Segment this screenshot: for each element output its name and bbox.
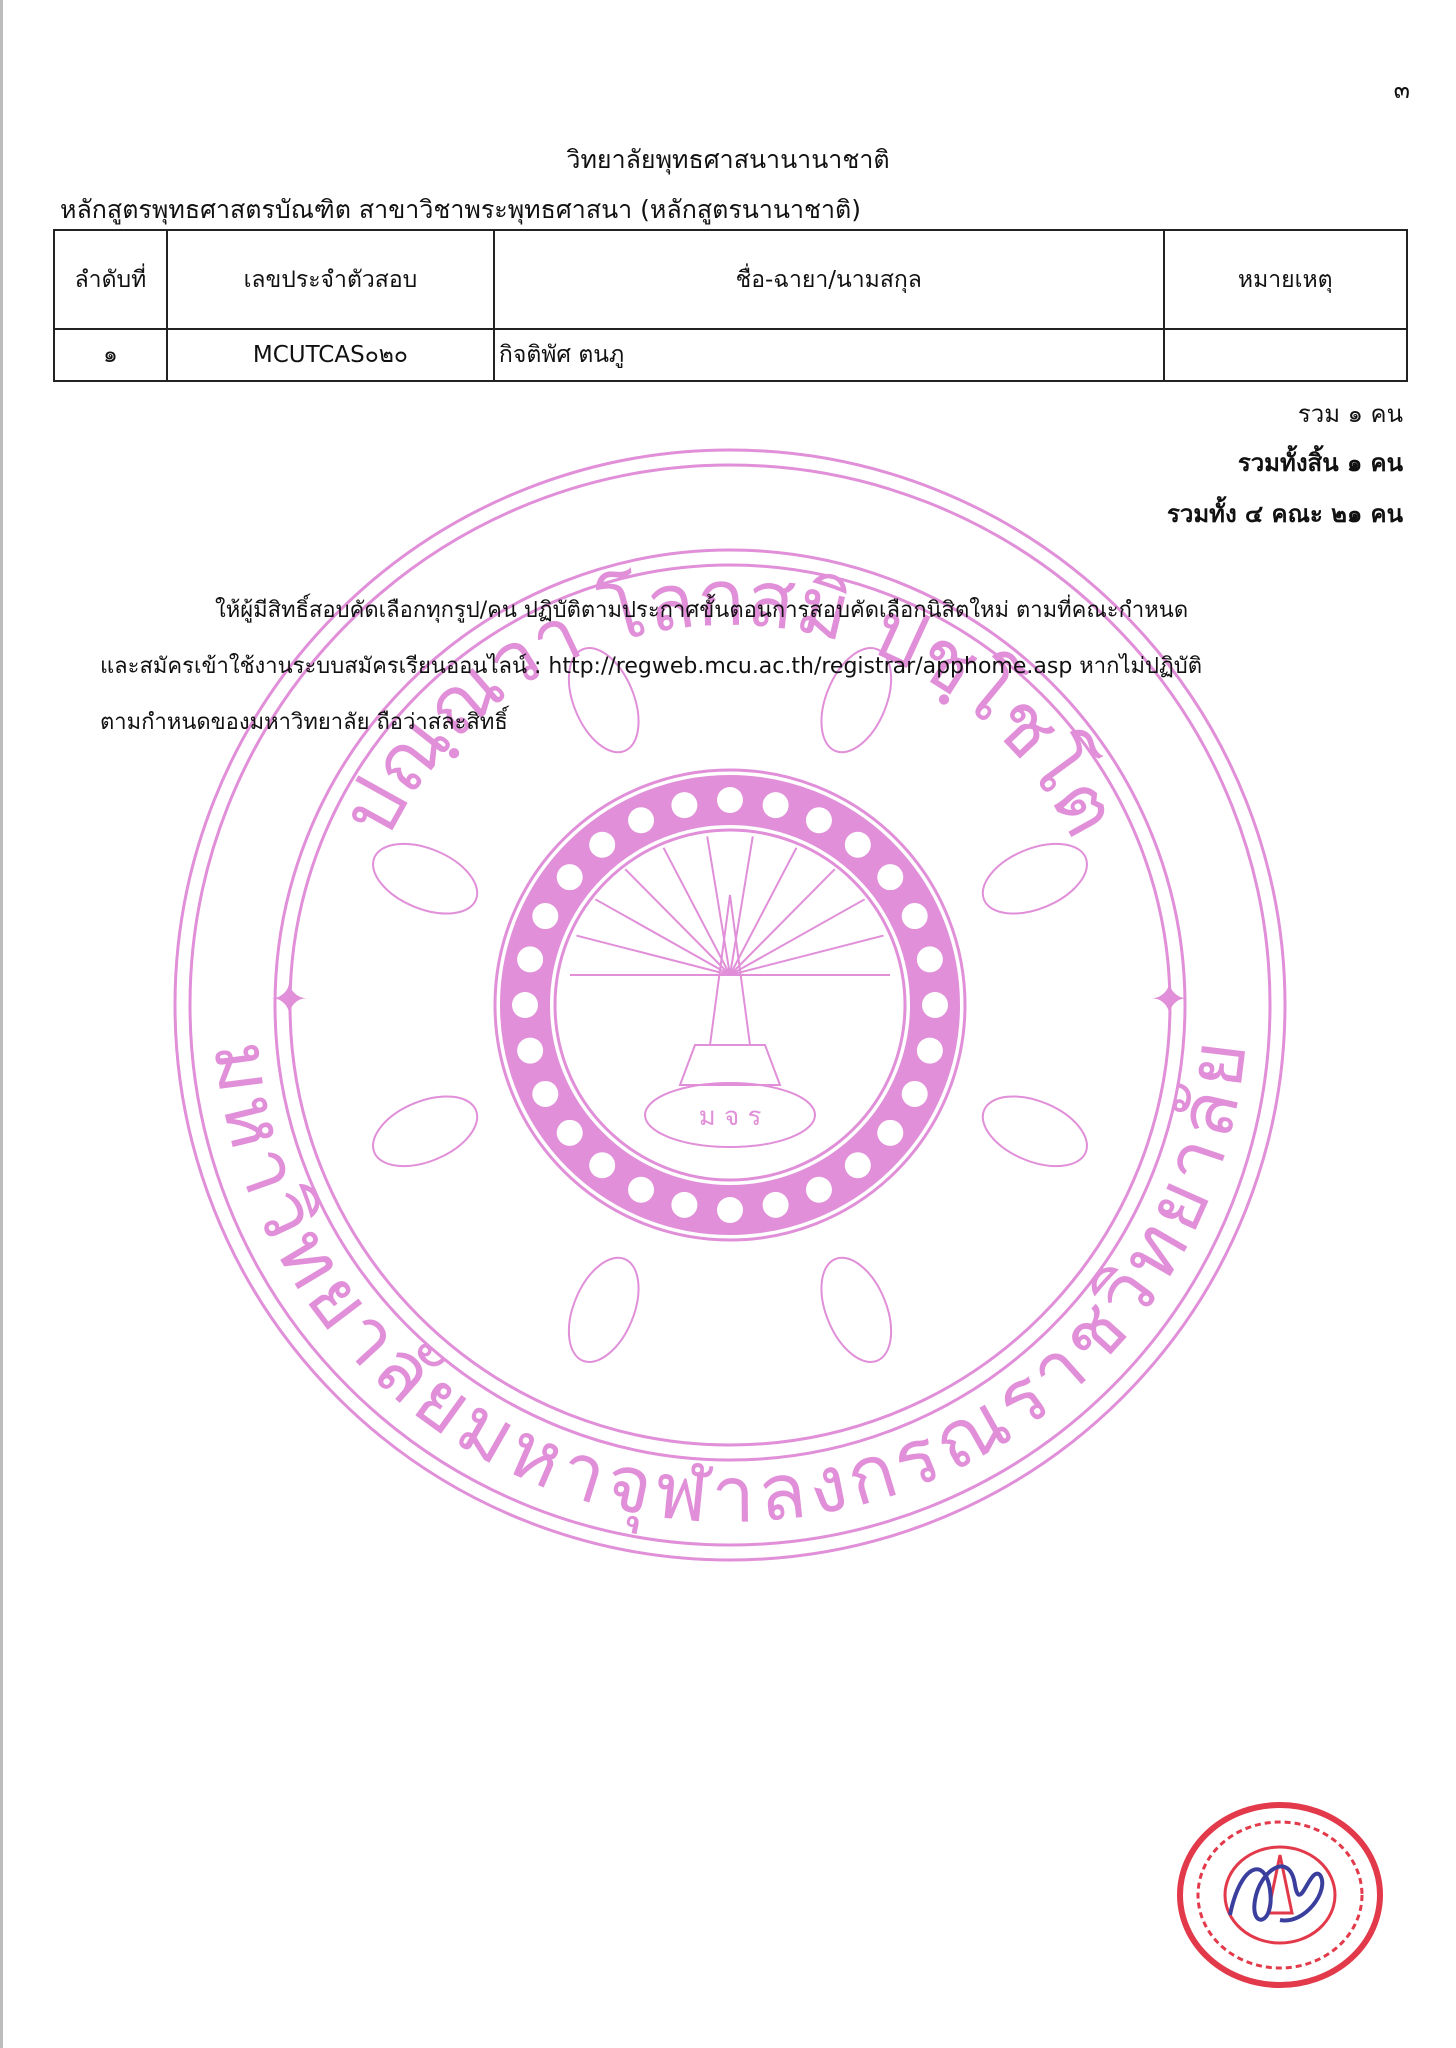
cell-note	[1164, 329, 1407, 381]
subtotal-count: รวม ๑ คน	[1297, 400, 1403, 428]
total-count: รวมทั้งสิ้น ๑ คน	[1237, 449, 1403, 477]
cell-exam-id: MCUTCAS๐๒๐	[167, 329, 494, 381]
cell-name: กิจติพัศ ตนภู	[494, 329, 1164, 381]
notice-line-2: และสมัครเข้าใช้งานระบบสมัครเรียนออนไลน์ : http://regweb.mcu.ac.th/registrar/apphome.asp หากไม่ปฏิบัติ	[100, 654, 1203, 679]
notice-line-1: ให้ผู้มีสิทธิ์สอบคัดเลือกทุกรูป/คน ปฏิบัติตามประกาศขั้นตอนการสอบคัดเลือกนิสิตใหม่ ตามที่คณะกำหนด	[215, 598, 1189, 623]
grand-total-count: รวมทั้ง ๔ คณะ ๒๑ คน	[1166, 500, 1403, 528]
watermark-star-right-icon: ✦	[1150, 972, 1189, 1026]
watermark-university-name: มหาวิทยาลัยมหาจุฬาลงกรณราชวิทยาลัย	[195, 1036, 1265, 1541]
notice-line-3: ตามกำหนดของมหาวิทยาลัย ถือว่าสละสิทธิ์	[100, 710, 508, 735]
cell-order: ๑	[54, 329, 167, 381]
page-number: ๓	[1393, 76, 1410, 104]
page-edge-rule	[0, 0, 3, 2048]
table-header-row	[54, 230, 1407, 329]
header-note: หมายเหตุ	[1164, 230, 1407, 329]
header-exam-id: เลขประจำตัวสอบ	[167, 230, 494, 329]
official-seal-stamp	[1170, 1795, 1390, 1995]
results-table	[53, 229, 1408, 382]
watermark-center-text: ม จ ร	[698, 1102, 762, 1132]
notice-paragraph	[100, 583, 1290, 751]
watermark-motto-text: ปณฺณวา โลกสมิ ปชฺโชโต	[323, 553, 1137, 852]
header-name: ชื่อ-ฉายา/นามสกุล	[494, 230, 1164, 329]
watermark-star-left-icon: ✦	[270, 972, 309, 1026]
faculty-heading: วิทยาลัยพุทธศาสนานานาชาติ	[566, 145, 890, 174]
table-row	[54, 329, 1407, 381]
header-order: ลำดับที่	[54, 230, 167, 329]
program-title: หลักสูตรพุทธศาสตรบัณฑิต สาขาวิชาพระพุทธศาสนา (หลักสูตรนานาชาติ)	[60, 195, 862, 224]
